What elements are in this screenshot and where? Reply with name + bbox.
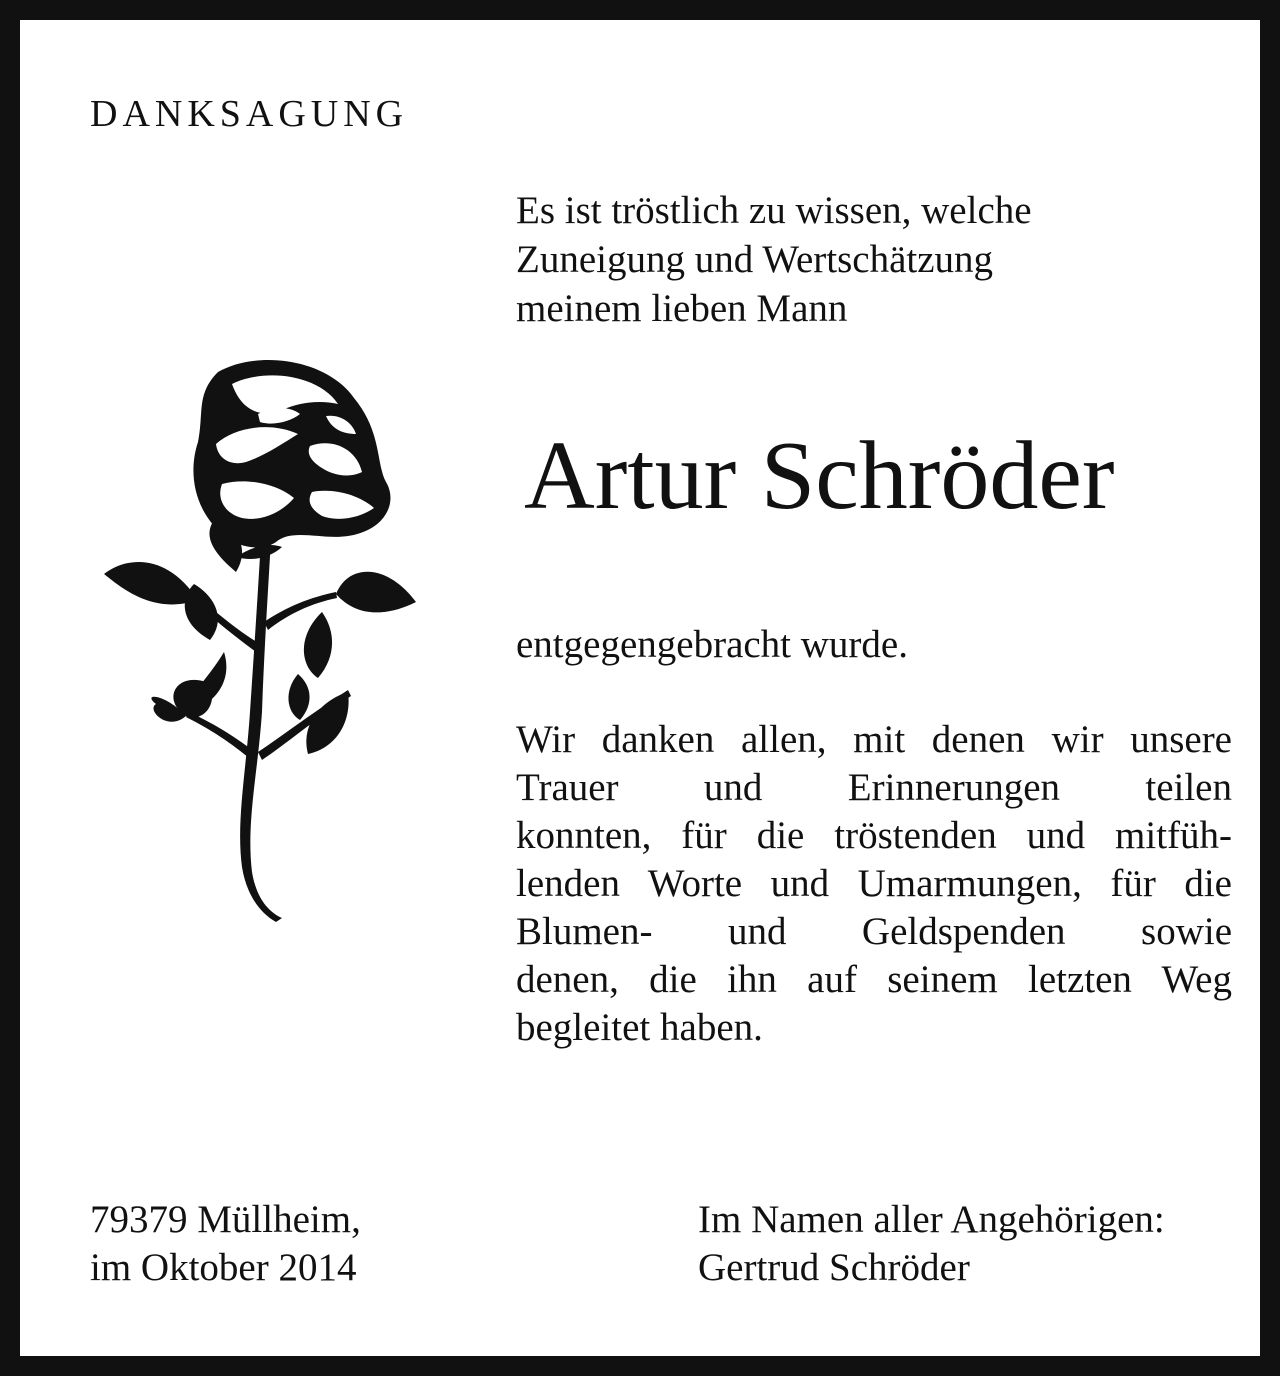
- thanks-line: Wir danken allen, mit denen wir unsere: [516, 718, 1232, 761]
- intro-line: Zuneigung und Wertschätzung: [516, 238, 994, 281]
- rose-icon: [86, 352, 436, 924]
- notice-heading: DANKSAGUNG: [90, 93, 409, 135]
- intro-text: [516, 186, 1236, 333]
- intro-line: meinem lieben Mann: [516, 287, 848, 330]
- after-name-text: entgegengebracht wurde.: [516, 623, 908, 666]
- thanks-line: denen, die ihn auf seinem letzten Weg: [516, 958, 1232, 1001]
- thanks-line: begleitet haben.: [516, 1006, 763, 1049]
- thanks-paragraph: [516, 716, 1232, 1052]
- signature-intro: Im Namen aller Angehörigen:: [698, 1198, 1165, 1241]
- thanks-line: Trauer und Erinnerungen teilen: [516, 766, 1232, 809]
- place-line: 79379 Müllheim,: [90, 1198, 361, 1241]
- thanks-line: Blumen- und Geldspenden sowie: [516, 910, 1232, 953]
- date-line: im Oktober 2014: [90, 1246, 357, 1289]
- thanks-line: lenden Worte und Umarmungen, für die: [516, 862, 1232, 905]
- intro-line: Es ist tröstlich zu wissen, welche: [516, 189, 1032, 232]
- signature-name: Gertrud Schröder: [698, 1246, 970, 1289]
- deceased-name: Artur Schröder: [524, 422, 1115, 530]
- signature-block: [698, 1196, 1165, 1292]
- place-date: [90, 1196, 361, 1292]
- thanks-line: konnten, für die tröstenden und mitfüh-: [516, 814, 1232, 857]
